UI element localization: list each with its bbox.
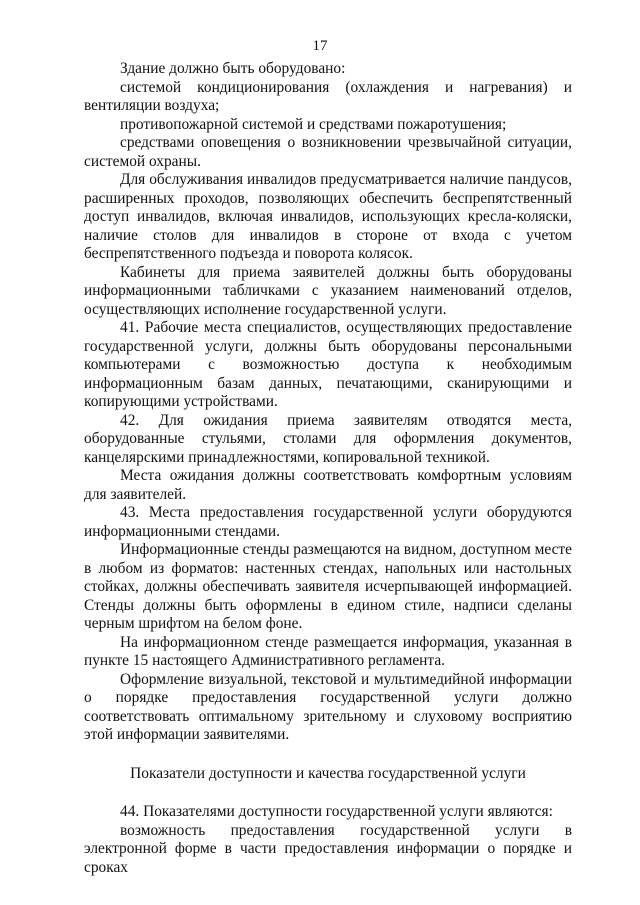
- document-body: [84, 60, 572, 877]
- paragraph: Здание должно быть оборудовано:: [120, 60, 346, 77]
- paragraph: противопожарной системой и средствами пожаротушения;: [120, 115, 507, 133]
- paragraph: 43. Места предоставления государственной услуги оборудуются информационными стендами.: [84, 504, 572, 540]
- paragraph: средствами оповещения о возникновении чрезвычайной ситуации, системой охраны.: [84, 134, 572, 170]
- paragraph: Места ожидания должны соответствовать комфортным условиям для заявителей.: [84, 467, 572, 503]
- paragraph: Кабинеты для приема заявителей должны быть оборудованы информационными табличками с указанием наименований отделов, осуществляющих исполнение государственной услуги.: [84, 263, 572, 318]
- page-number: 17: [312, 38, 328, 54]
- paragraph: Информационные стенды размещаются на видном, доступном месте в любом из форматов: настенных стендах, напольных или настольных стойках, должны обеспечивать заявителя исчерпывающей информацией. Стенды должны быть оформлены в едином стиле, надписи сделаны черным шрифтом на белом фоне.: [84, 541, 572, 632]
- paragraph: системой кондиционирования (охлаждения и нагревания) и вентиляции воздуха;: [84, 78, 572, 114]
- paragraph: возможность предоставления государственной услуги в электронной форме в части предоставления информации о порядке и сроках: [84, 821, 572, 876]
- paragraph: 42. Для ожидания приема заявителям отводятся места, оборудованные стульями, столами для оформления документов, канцелярскими принадлежностями, копировальной техникой.: [84, 411, 572, 466]
- paragraph: Для обслуживания инвалидов предусматривается наличие пандусов, расширенных проходов, позволяющих обеспечить беспрепятственный доступ инвалидов, включая инвалидов, использующих кресла-коляски, наличие столов для инвалидов в стороне от входа с учетом беспрепятственного подъезда и поворота колясок.: [84, 171, 572, 262]
- paragraph: На информационном стенде размещается информация, указанная в пункте 15 настоящего Административного регламента.: [84, 633, 572, 669]
- paragraph: 44. Показателями доступности государственной услуги являются:: [120, 803, 553, 820]
- section-heading: Показатели доступности и качества государственной услуги: [130, 764, 526, 782]
- paragraph: 41. Рабочие места специалистов, осуществляющих предоставление государственной услуги, должны быть оборудованы персональными компьютерами с возможностью доступа к необходимым информационным базам данных, печатающими, сканирующими и копирующими устройствами.: [84, 319, 572, 410]
- paragraph: Оформление визуальной, текстовой и мультимедийной информации о порядке предоставления государственной услуги должно соответствовать оптимальному зрительному и слуховому восприятию этой информации заявителями.: [84, 670, 572, 743]
